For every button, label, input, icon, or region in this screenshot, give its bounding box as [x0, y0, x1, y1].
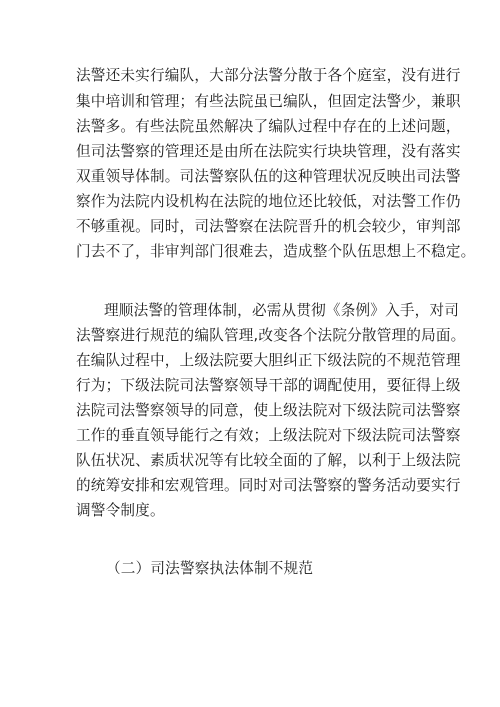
paragraph-1-line: 但司法警察的管理还是由所在法院实行块块管理，没有落实	[76, 143, 461, 160]
paragraph-2-line: 在编队过程中，上级法院要大胆纠正下级法院的不规范管理	[76, 352, 461, 369]
paragraph-2-line: 工作的垂直领导能行之有效；上级法院对下级法院司法警察	[76, 427, 461, 444]
paragraph-2-line: 理顺法警的管理体制，必需从贯彻《条例》入手，对司	[104, 302, 460, 319]
paragraph-1-line: 察作为法院内设机构在法院的地位还比较低，对法警工作仍	[76, 193, 461, 210]
paragraph-1-line: 法警还未实行编队，大部分法警分散于各个庭室，没有进行	[76, 67, 461, 84]
paragraph-1-line: 双重领导体制。司法警察队伍的这种管理状况反映出司法警	[76, 168, 461, 185]
paragraph-1-line: 不够重视。同时，司法警察在法院晋升的机会较少，审判部	[76, 218, 461, 235]
paragraph-2-line: 的统筹安排和宏观管理。同时对司法警察的警务活动要实行	[76, 477, 461, 494]
section-heading: （二）司法警察执法体制不规范	[106, 560, 314, 577]
paragraph-2-line: 行为；下级法院司法警察领导干部的调配使用，要征得上级	[76, 377, 461, 394]
paragraph-1-line: 法警多。有些法院虽然解决了编队过程中存在的上述问题，	[76, 118, 461, 135]
paragraph-1-line: 集中培训和管理；有些法院虽已编队，但固定法警少，兼职	[76, 93, 461, 110]
paragraph-2-line: 调警令制度。	[76, 502, 165, 519]
paragraph-2-line: 队伍状况、素质状况等有比较全面的了解，以利于上级法院	[76, 452, 461, 469]
paragraph-1-line: 门去不了，非审判部门很难去，造成整个队伍思想上不稳定。	[76, 243, 476, 260]
paragraph-2-line: 法警察进行规范的编队管理,改变各个法院分散管理的局面。	[76, 327, 466, 344]
paragraph-2-line: 法院司法警察领导的同意，使上级法院对下级法院司法警察	[76, 402, 461, 419]
